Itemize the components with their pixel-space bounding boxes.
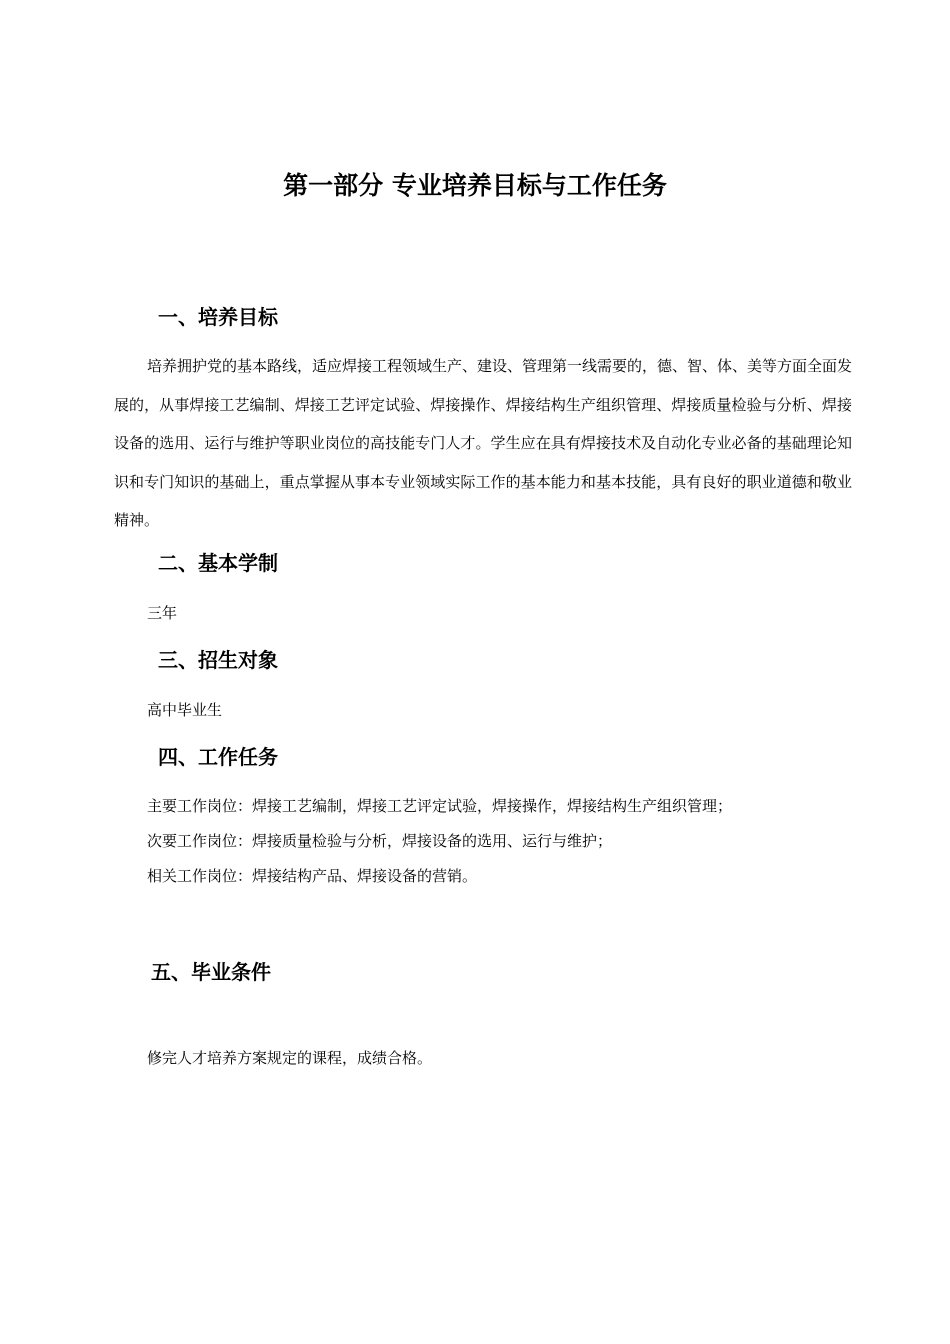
page-title: 第一部分 专业培养目标与工作任务 [283,171,667,200]
duration-text: 三年 [147,604,178,622]
section-heading-graduation: 五、毕业条件 [151,960,271,984]
training-goal-paragraph: 培养拥护党的基本路线，适应焊接工程领域生产、建设、管理第一线需要的，德、智、体、美等方面全面发展的，从事焊接工艺编制、焊接工艺评定试验、焊接操作、焊接结构生产组织管理、焊接质量检验与分析、焊接设备的选用、运行与维护等职业岗位的高技能专门人才。学生应在具有焊接技术及自动化专业必备的基础理论知识和专门知识的基础上，重点掌握从事本专业领域实际工作的基本能力和基本技能，具有良好的职业道德和敬业精神。 [114,357,853,529]
section-heading-enrollment: 三、招生对象 [158,648,278,672]
enrollment-text: 高中毕业生 [147,701,223,719]
section-heading-duration: 二、基本学制 [158,551,278,575]
section-heading-training-goal: 一、培养目标 [158,305,278,329]
work-task-line-primary: 主要工作岗位：焊接工艺编制，焊接工艺评定试验，焊接操作，焊接结构生产组织管理； [147,797,733,815]
section-heading-work-tasks: 四、工作任务 [158,745,278,769]
graduation-text: 修完人才培养方案规定的课程，成绩合格。 [147,1049,433,1067]
work-task-line-secondary: 次要工作岗位：焊接质量检验与分析，焊接设备的选用、运行与维护； [147,832,613,850]
work-task-line-related: 相关工作岗位：焊接结构产品、焊接设备的营销。 [147,867,478,885]
